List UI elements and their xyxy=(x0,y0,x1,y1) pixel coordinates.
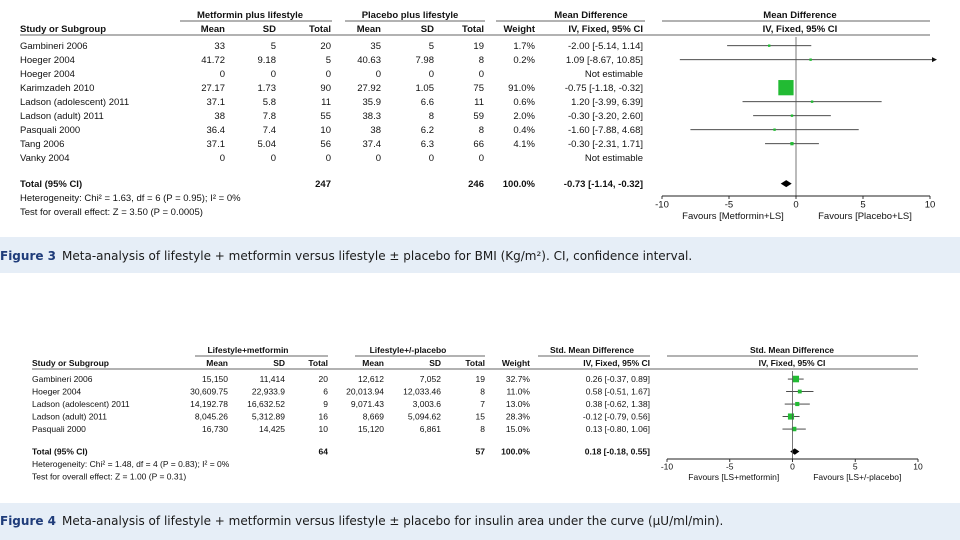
total-a-cell: 20 xyxy=(318,374,328,384)
mean-b-cell: 35 xyxy=(370,41,381,52)
weight-cell: 32.7% xyxy=(505,374,530,384)
figure-3-caption-text: Meta-analysis of lifestyle + metformin versus lifestyle ± placebo for BMI (Kg/m²). CI, confidence interval. xyxy=(62,249,693,263)
mean-b-cell: 40.63 xyxy=(357,55,381,66)
weight-cell: 1.7% xyxy=(513,41,535,52)
ci-cell: -0.30 [-2.31, 1.71] xyxy=(568,139,643,150)
effect-header: Mean Difference xyxy=(554,10,628,21)
figure-3-caption-band xyxy=(0,237,960,273)
study-name: Tang 2006 xyxy=(20,139,65,150)
total-b-cell: 19 xyxy=(473,41,484,52)
total-a-cell: 6 xyxy=(323,386,328,397)
method-header: IV, Fixed, 95% CI xyxy=(583,358,650,368)
mean-a-header: Mean xyxy=(200,24,225,35)
figure-3-panel xyxy=(0,0,960,237)
total-b-cell: 7 xyxy=(480,399,485,409)
total-weight-cell: 100.0% xyxy=(502,179,535,190)
favours-right-label: Favours [LS+/-placebo] xyxy=(813,472,902,482)
ci-cell: 0.13 [-0.80, 1.06] xyxy=(585,424,650,434)
x-tick-label: -10 xyxy=(660,461,674,472)
ci-cell: -0.12 [-0.79, 0.56] xyxy=(582,411,650,422)
study-name: Vanky 2004 xyxy=(20,153,70,164)
mean-a-cell: 38 xyxy=(214,111,225,122)
figure-3-label: Figure 3 xyxy=(0,249,57,263)
study-name: Pasquali 2000 xyxy=(20,125,81,136)
study-name: Ladson (adult) 2011 xyxy=(32,411,107,422)
mean-b-cell: 35.9 xyxy=(362,97,381,108)
ci-cell: 0.58 [-0.51, 1.67] xyxy=(585,386,650,397)
sd-a-header: SD xyxy=(273,358,285,368)
mean-b-cell: 37.4 xyxy=(362,139,381,150)
figure-3-caption xyxy=(0,249,692,263)
sd-a-cell: 5.8 xyxy=(262,97,276,108)
favours-left-label: Favours [LS+metformin] xyxy=(688,472,780,482)
point-estimate-box xyxy=(788,413,794,419)
x-tick-label: 10 xyxy=(913,461,923,472)
total-a-cell: 5 xyxy=(325,55,331,66)
figure-3-forest-plot xyxy=(0,0,960,237)
x-tick-label: -10 xyxy=(655,199,669,211)
figure-4-panel xyxy=(0,340,960,503)
sd-a-cell: 16,632.52 xyxy=(247,399,285,409)
group-b-header: Placebo plus lifestyle xyxy=(361,10,459,21)
mean-b-cell: 38 xyxy=(370,125,381,136)
mean-b-cell: 27.92 xyxy=(357,83,381,94)
sd-b-cell: 12,033.46 xyxy=(403,386,441,397)
total-b-cell: 75 xyxy=(473,83,484,94)
mean-a-cell: 27.17 xyxy=(201,83,225,94)
ci-cell: -0.30 [-3.20, 2.60] xyxy=(568,111,643,122)
total-b-cell: 246 xyxy=(468,179,484,190)
plot-header: Mean Difference xyxy=(763,10,837,21)
mean-a-cell: 41.72 xyxy=(201,55,225,66)
favours-right-label: Favours [Placebo+LS] xyxy=(818,211,912,222)
ci-cell: 0.26 [-0.37, 0.89] xyxy=(585,374,650,384)
point-estimate-box xyxy=(791,114,793,116)
sd-b-cell: 3,003.6 xyxy=(412,399,441,409)
point-estimate-box xyxy=(790,142,793,145)
study-name: Ladson (adolescent) 2011 xyxy=(32,399,130,409)
total-b-cell: 8 xyxy=(480,386,485,397)
sd-b-cell: 5,094.62 xyxy=(407,411,441,422)
study-name: Gambineri 2006 xyxy=(20,41,88,52)
sd-a-cell: 9.18 xyxy=(257,55,276,66)
mean-a-cell: 15,150 xyxy=(202,374,228,384)
sd-a-cell: 5,312.89 xyxy=(251,411,285,422)
study-name: Hoeger 2004 xyxy=(32,386,82,397)
mean-b-cell: 15,120 xyxy=(358,424,384,434)
total-weight-cell: 100.0% xyxy=(501,446,530,457)
ci-cell: -1.60 [-7.88, 4.68] xyxy=(568,125,643,136)
point-estimate-box xyxy=(768,44,770,46)
weight-cell: 13.0% xyxy=(505,399,530,409)
total-a-cell: 56 xyxy=(320,139,331,150)
group-b-header: Lifestyle+/-placebo xyxy=(369,345,447,355)
total-b-cell: 59 xyxy=(473,111,484,122)
total-a-header: Total xyxy=(309,24,331,35)
total-b-cell: 19 xyxy=(475,374,485,384)
sd-a-header: SD xyxy=(262,24,276,35)
sd-b-cell: 6,861 xyxy=(419,424,441,434)
figure-4-label: Figure 4 xyxy=(0,514,57,528)
ci-cell: 1.09 [-8.67, 10.85] xyxy=(565,55,643,66)
total-b-cell: 0 xyxy=(478,69,484,80)
total-a-cell: 11 xyxy=(321,97,331,108)
pooled-diamond xyxy=(781,180,792,187)
sd-b-cell: 8 xyxy=(428,111,434,122)
figure-4-forest-plot xyxy=(0,340,960,503)
study-column-header: Study or Subgroup xyxy=(20,24,107,35)
overall-effect-text: Test for overall effect: Z = 3.50 (P = 0.0005) xyxy=(20,207,203,218)
point-estimate-box xyxy=(798,390,802,394)
total-label: Total (95% CI) xyxy=(20,179,83,190)
sd-b-cell: 5 xyxy=(428,41,434,52)
effect-header: Std. Mean Difference xyxy=(549,345,635,355)
study-name: Ladson (adult) 2011 xyxy=(20,111,104,122)
sd-a-cell: 7.8 xyxy=(262,111,276,122)
total-b-header: Total xyxy=(465,358,485,368)
sd-b-header: SD xyxy=(420,24,434,35)
total-a-cell: 90 xyxy=(320,83,331,94)
weight-cell: 0.4% xyxy=(513,125,535,136)
point-estimate-box xyxy=(773,128,775,130)
heterogeneity-text: Heterogeneity: Chi² = 1.63, df = 6 (P = 0.95); I² = 0% xyxy=(20,193,241,204)
ci-cell: 0.38 [-0.62, 1.38] xyxy=(585,399,650,409)
mean-b-cell: 20,013.94 xyxy=(346,386,384,397)
ci-cell: Not estimable xyxy=(584,153,643,164)
total-a-cell: 10 xyxy=(318,424,328,434)
point-estimate-box xyxy=(792,376,799,383)
point-estimate-box xyxy=(811,100,813,102)
x-tick-label: 5 xyxy=(860,199,866,211)
sd-a-cell: 0 xyxy=(270,69,276,80)
study-column-header: Study or Subgroup xyxy=(32,358,109,368)
plot-method-header: IV, Fixed, 95% CI xyxy=(758,358,826,368)
x-tick-label: 10 xyxy=(924,199,936,211)
total-a-cell: 64 xyxy=(318,446,328,457)
study-name: Pasquali 2000 xyxy=(32,424,86,434)
total-a-header: Total xyxy=(308,358,328,368)
total-a-cell: 247 xyxy=(315,179,331,190)
total-a-cell: 0 xyxy=(325,153,331,164)
total-label: Total (95% CI) xyxy=(32,446,88,457)
mean-b-cell: 8,669 xyxy=(362,411,384,422)
mean-b-cell: 12,612 xyxy=(358,374,384,384)
study-name: Hoeger 2004 xyxy=(20,55,75,66)
total-b-header: Total xyxy=(462,24,484,35)
point-estimate-box xyxy=(778,80,793,95)
mean-a-cell: 36.4 xyxy=(206,125,225,136)
sd-b-cell: 1.05 xyxy=(415,83,434,94)
mean-b-header: Mean xyxy=(362,358,384,368)
pooled-diamond xyxy=(790,448,799,454)
x-tick-label: -5 xyxy=(725,461,734,472)
sd-a-cell: 22,933.9 xyxy=(251,386,285,397)
mean-a-cell: 0 xyxy=(219,153,225,164)
mean-a-cell: 33 xyxy=(214,41,225,52)
figure-4-caption-band xyxy=(0,503,960,540)
weight-cell: 0.2% xyxy=(513,55,535,66)
sd-a-cell: 1.73 xyxy=(257,83,276,94)
mean-a-cell: 0 xyxy=(219,69,225,80)
plot-header: Std. Mean Difference xyxy=(749,345,835,355)
mean-a-cell: 8,045.26 xyxy=(194,411,228,422)
mean-b-cell: 9,071.43 xyxy=(350,399,384,409)
ci-arrow xyxy=(932,57,937,62)
ci-cell: 1.20 [-3.99, 6.39] xyxy=(571,97,643,108)
weight-cell: 2.0% xyxy=(513,111,535,122)
x-tick-label: -5 xyxy=(724,199,734,211)
figure-4-caption-text: Meta-analysis of lifestyle + metformin versus lifestyle ± placebo for insulin area under the curve (μU/ml/min). xyxy=(62,514,724,528)
point-estimate-box xyxy=(809,58,811,60)
sd-a-cell: 11,414 xyxy=(259,374,285,384)
group-a-header: Lifestyle+metformin xyxy=(207,345,289,355)
total-b-cell: 57 xyxy=(475,446,485,457)
total-b-cell: 8 xyxy=(480,424,485,434)
x-tick-label: 0 xyxy=(790,461,795,472)
study-name: Ladson (adolescent) 2011 xyxy=(20,97,130,108)
favours-left-label: Favours [Metformin+LS] xyxy=(682,211,784,222)
weight-cell: 91.0% xyxy=(508,83,535,94)
weight-cell: 0.6% xyxy=(513,97,535,108)
sd-a-cell: 5 xyxy=(270,41,276,52)
mean-a-cell: 37.1 xyxy=(206,97,225,108)
sd-b-header: SD xyxy=(429,358,441,368)
sd-b-cell: 7,052 xyxy=(419,374,441,384)
plot-method-header: IV, Fixed, 95% CI xyxy=(762,24,838,35)
mean-a-cell: 30,609.75 xyxy=(190,386,228,397)
weight-cell: 28.3% xyxy=(505,411,530,422)
mean-a-cell: 37.1 xyxy=(206,139,225,150)
sd-b-cell: 6.2 xyxy=(420,125,434,136)
mean-b-cell: 0 xyxy=(375,153,381,164)
weight-cell: 11.0% xyxy=(506,386,530,397)
sd-a-cell: 7.4 xyxy=(262,125,276,136)
x-tick-label: 5 xyxy=(852,461,858,472)
mean-b-cell: 38.3 xyxy=(362,111,381,122)
sd-b-cell: 0 xyxy=(428,153,434,164)
weight-cell: 4.1% xyxy=(513,139,535,150)
study-name: Hoeger 2004 xyxy=(20,69,75,80)
mean-b-header: Mean xyxy=(356,24,381,35)
weight-cell: 15.0% xyxy=(505,424,530,434)
mean-b-cell: 0 xyxy=(375,69,381,80)
total-a-cell: 20 xyxy=(320,41,331,52)
ci-cell: -0.75 [-1.18, -0.32] xyxy=(564,83,643,94)
total-a-cell: 9 xyxy=(323,399,328,409)
total-a-cell: 55 xyxy=(320,111,331,122)
ci-cell: -2.00 [-5.14, 1.14] xyxy=(568,41,643,52)
point-estimate-box xyxy=(795,402,799,406)
ci-cell: Not estimable xyxy=(584,69,643,80)
total-b-cell: 15 xyxy=(475,411,485,422)
total-a-cell: 16 xyxy=(318,411,328,422)
sd-a-cell: 14,425 xyxy=(259,424,285,434)
figure-4-caption xyxy=(0,514,723,528)
total-b-cell: 0 xyxy=(478,153,484,164)
sd-b-cell: 7.98 xyxy=(415,55,434,66)
total-a-cell: 10 xyxy=(320,125,331,136)
weight-header: Weight xyxy=(501,358,530,368)
heterogeneity-text: Heterogeneity: Chi² = 1.48, df = 4 (P = 0.83); I² = 0% xyxy=(32,459,230,469)
mean-a-cell: 16,730 xyxy=(202,424,228,434)
study-name: Karimzadeh 2010 xyxy=(20,83,95,94)
total-ci-cell: -0.73 [-1.14, -0.32] xyxy=(563,179,643,190)
sd-b-cell: 0 xyxy=(428,69,434,80)
weight-header: Weight xyxy=(503,24,535,35)
total-b-cell: 66 xyxy=(473,139,484,150)
total-b-cell: 8 xyxy=(478,55,484,66)
total-b-cell: 11 xyxy=(474,97,484,108)
method-header: IV, Fixed, 95% CI xyxy=(568,24,643,35)
overall-effect-text: Test for overall effect: Z = 1.00 (P = 0.31) xyxy=(32,471,187,482)
sd-b-cell: 6.3 xyxy=(420,139,434,150)
total-b-cell: 8 xyxy=(478,125,484,136)
mean-a-cell: 14,192.78 xyxy=(190,399,228,409)
x-tick-label: 0 xyxy=(793,199,799,211)
sd-a-cell: 0 xyxy=(270,153,276,164)
group-a-header: Metformin plus lifestyle xyxy=(196,10,304,21)
sd-a-cell: 5.04 xyxy=(257,139,276,150)
total-ci-cell: 0.18 [-0.18, 0.55] xyxy=(584,446,650,457)
sd-b-cell: 6.6 xyxy=(420,97,434,108)
mean-a-header: Mean xyxy=(206,358,228,368)
total-a-cell: 0 xyxy=(325,69,331,80)
study-name: Gambineri 2006 xyxy=(32,374,93,384)
